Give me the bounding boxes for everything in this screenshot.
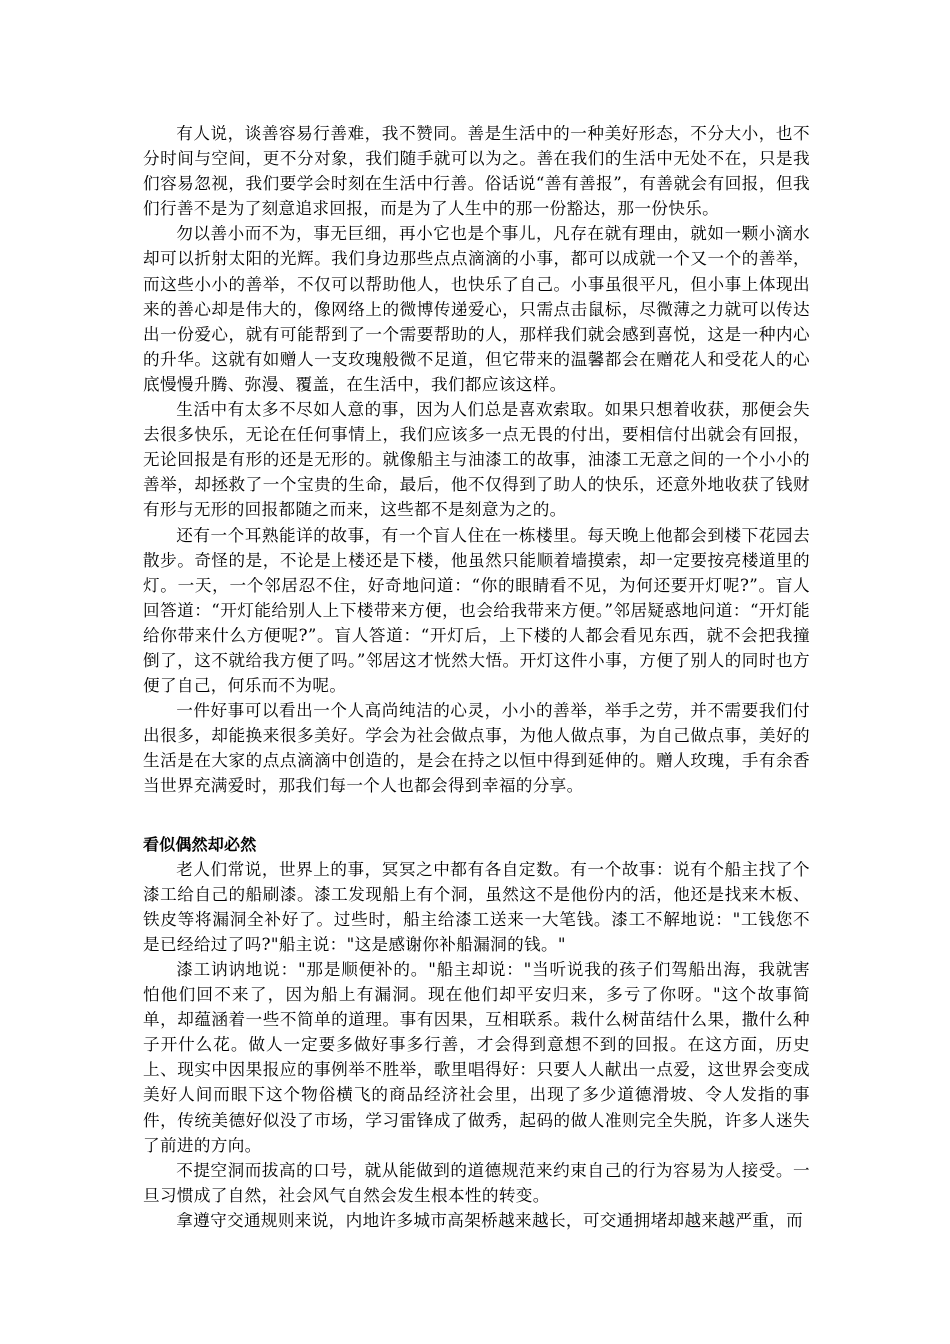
paragraph: 生活中有太多不尽如人意的事，因为人们总是喜欢索取。如果只想着收获，那便会失去很多快乐，无论在任何事情上，我们应该多一点无畏的付出，要相信付出就会有回报，无论回报是有形的还是无形的。就像船主与油漆工的故事，油漆工无意之间的一个小小的善举，却拯救了一个宝贵的生命，最后，他不仅得到了助人的快乐，还意外地收获了钱财有形与无形的回报都随之而来，这些都不是刻意为之的。 (143, 400, 810, 520)
article-body (143, 121, 810, 1233)
paragraph: 有人说，谈善容易行善难，我不赞同。善是生活中的一种美好形态，不分大小，也不分时间与空间，更不分对象，我们随手就可以为之。善在我们的生活中无处不在，只是我们容易忽视，我们要学会时刻在生活中行善。俗话说“善有善报”，有善就会有回报，但我们行善不是为了刻意追求回报，而是为了人生中的那一份豁达，那一份快乐。 (143, 124, 810, 219)
paragraph: 一件好事可以看出一个人高尚纯洁的心灵，小小的善举，举手之劳，并不需要我们付出很多，却能换来很多美好。学会为社会做点事，为他人做点事，为自己做点事，美好的生活是在大家的点点滴滴中创造的，是会在持之以恒中得到延伸的。赠人玫瑰，手有余香当世界充满爱时，那我们每一个人也都会得到幸福的分享。 (143, 701, 810, 796)
paragraph: 漆工讷讷地说："那是顺便补的。"船主却说："当听说我的孩子们驾船出海，我就害怕他们回不来了，因为船上有漏洞。现在他们却平安归来，多亏了你呀。"这个故事简单，却蕴涵着一些不简单的道理。事有因果，互相联系。栽什么树苗结什么果，撒什么种子开什么花。做人一定要多做好事多行善，才会得到意想不到的回报。在这方面，历史上、现实中因果报应的事例举不胜举，歌里唱得好：只要人人献出一点爱，这世界会变成美好人间而眼下这个物俗横飞的商品经济社会里，出现了多少道德滑坡、令人发指的事件，传统美德好似没了市场，学习雷锋成了做秀，起码的做人准则完全失脱，许多人迷失了前进的方向。 (143, 960, 810, 1155)
paragraph: 老人们常说，世界上的事，冥冥之中都有各自定数。有一个故事：说有个船主找了个漆工给自己的船刷漆。漆工发现船上有个洞，虽然这不是他份内的活，他还是找来木板、铁皮等将漏洞全补好了。过些时，船主给漆工送来一大笔钱。漆工不解地说："工钱您不是已经给过了吗?"船主说："这是感谢你补船漏洞的钱。" (143, 859, 810, 954)
section-heading: 看似偶然却必然 (143, 834, 257, 854)
section-gap (143, 799, 810, 832)
paragraph: 不提空洞而拔高的口号，就从能做到的道德规范来约束自己的行为容易为人接受。一旦习惯成了自然，社会风气自然会发生根本性的转变。 (143, 1160, 810, 1205)
paragraph: 勿以善小而不为，事无巨细，再小它也是个事儿，凡存在就有理由，就如一颗小滴水却可以折射太阳的光辉。我们身边那些点点滴滴的小事，都可以成就一个又一个的善举，而这些小小的善举，不仅可以帮助他人，也快乐了自己。小事虽很平凡，但小事上体现出来的善心却是伟大的，像网络上的微博传递爱心，只需点击鼠标，尽微薄之力就可以传达出一份爱心，就有可能帮到了一个需要帮助的人，那样我们就会感到喜悦，这是一种内心的升华。这就有如赠人一支玫瑰般微不足道，但它带来的温馨都会在赠花人和受花人的心底慢慢升腾、弥漫、覆盖，在生活中，我们都应该这样。 (143, 224, 810, 394)
paragraph: 还有一个耳熟能详的故事，有一个盲人住在一栋楼里。每天晚上他都会到楼下花园去散步。奇怪的是，不论是上楼还是下楼，他虽然只能顺着墙摸索，却一定要按亮楼道里的灯。一天，一个邻居忍不住，好奇地问道：“你的眼睛看不见，为何还要开灯呢?”。盲人回答道：“开灯能给别人上下楼带来方便，也会给我带来方便。”邻居疑惑地问道：“开灯能给你带来什么方便呢?”。盲人答道：“开灯后，上下楼的人都会看见东西，就不会把我撞倒了，这不就给我方便了吗。”邻居这才恍然大悟。开灯这件小事，方便了别人的同时也方便了自己，何乐而不为呢。 (143, 525, 810, 696)
paragraph: 拿遵守交通规则来说，内地许多城市高架桥越来越长，可交通拥堵却越来越严重，而 (176, 1210, 804, 1230)
